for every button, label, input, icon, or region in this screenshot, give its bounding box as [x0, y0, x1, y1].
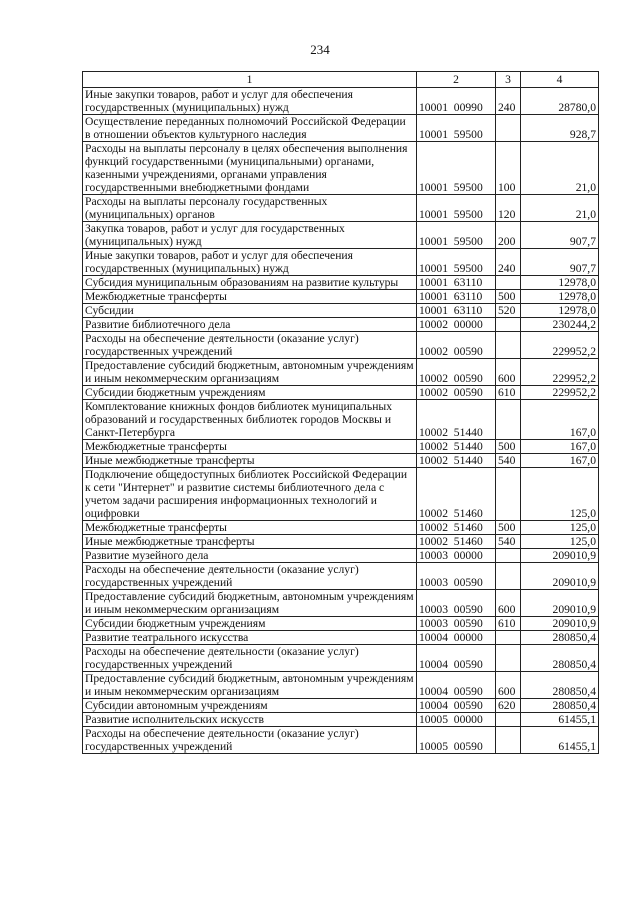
row-amount-cell: 907,7: [521, 222, 599, 249]
row-name-cell: Предоставление субсидий бюджетным, автономным учреждениям и иным некоммерческим организациям: [83, 672, 417, 699]
row-amount-cell: 12978,0: [521, 304, 599, 318]
table-header-row: [83, 72, 599, 88]
table-row: [83, 563, 599, 590]
row-amount-cell: 167,0: [521, 400, 599, 440]
row-amount-cell: 61455,1: [521, 713, 599, 727]
row-amount-cell: 21,0: [521, 195, 599, 222]
row-name-cell: Субсидии автономным учреждениям: [83, 699, 417, 713]
row-code-cell: 10003 00590: [417, 617, 496, 631]
row-type-cell: 600: [496, 672, 521, 699]
row-name-cell: Расходы на обеспечение деятельности (оказание услуг) государственных учреждений: [83, 563, 417, 590]
table-row: [83, 290, 599, 304]
table-row: [83, 617, 599, 631]
row-name-cell: Предоставление субсидий бюджетным, автономным учреждениям и иным некоммерческим организациям: [83, 590, 417, 617]
column-header-amount: 4: [521, 72, 599, 88]
row-code-cell: 10005 00590: [417, 727, 496, 754]
table-row: [83, 454, 599, 468]
table-row: [83, 222, 599, 249]
row-amount-cell: 167,0: [521, 440, 599, 454]
row-type-cell: 540: [496, 454, 521, 468]
table-row: [83, 115, 599, 142]
row-type-cell: 600: [496, 590, 521, 617]
row-name-cell: Иные межбюджетные трансферты: [83, 454, 417, 468]
row-name-cell: Закупка товаров, работ и услуг для государственных (муниципальных) нужд: [83, 222, 417, 249]
row-code-cell: 10004 00590: [417, 645, 496, 672]
table-row: [83, 590, 599, 617]
row-type-cell: [496, 713, 521, 727]
column-header-type: 3: [496, 72, 521, 88]
row-type-cell: [496, 115, 521, 142]
row-amount-cell: 229952,2: [521, 332, 599, 359]
row-amount-cell: 907,7: [521, 249, 599, 276]
row-type-cell: 610: [496, 617, 521, 631]
table-row: [83, 468, 599, 521]
row-amount-cell: 125,0: [521, 535, 599, 549]
row-name-cell: Субсидии бюджетным учреждениям: [83, 386, 417, 400]
row-name-cell: Расходы на обеспечение деятельности (оказание услуг) государственных учреждений: [83, 727, 417, 754]
row-code-cell: 10002 00590: [417, 332, 496, 359]
row-type-cell: 500: [496, 521, 521, 535]
row-amount-cell: 125,0: [521, 521, 599, 535]
row-type-cell: 610: [496, 386, 521, 400]
row-amount-cell: 209010,9: [521, 563, 599, 590]
table-row: [83, 535, 599, 549]
row-name-cell: Межбюджетные трансферты: [83, 290, 417, 304]
table-row: [83, 386, 599, 400]
row-code-cell: 10001 59500: [417, 115, 496, 142]
table-row: [83, 142, 599, 195]
row-code-cell: 10004 00590: [417, 672, 496, 699]
row-code-cell: 10002 51460: [417, 535, 496, 549]
row-type-cell: 100: [496, 142, 521, 195]
row-code-cell: 10002 51460: [417, 521, 496, 535]
row-amount-cell: 28780,0: [521, 88, 599, 115]
row-name-cell: Субсидия муниципальным образованиям на развитие культуры: [83, 276, 417, 290]
table-row: [83, 549, 599, 563]
row-code-cell: 10001 59500: [417, 142, 496, 195]
row-type-cell: [496, 400, 521, 440]
table-row: [83, 521, 599, 535]
row-code-cell: 10004 00590: [417, 699, 496, 713]
row-code-cell: 10005 00000: [417, 713, 496, 727]
row-amount-cell: 229952,2: [521, 359, 599, 386]
row-code-cell: 10001 63110: [417, 304, 496, 318]
row-name-cell: Предоставление субсидий бюджетным, автономным учреждениям и иным некоммерческим организациям: [83, 359, 417, 386]
row-code-cell: 10002 00590: [417, 359, 496, 386]
table-row: [83, 400, 599, 440]
row-name-cell: Расходы на выплаты персоналу государственных (муниципальных) органов: [83, 195, 417, 222]
row-code-cell: 10002 51440: [417, 454, 496, 468]
row-type-cell: 120: [496, 195, 521, 222]
row-code-cell: 10004 00000: [417, 631, 496, 645]
row-type-cell: 620: [496, 699, 521, 713]
row-code-cell: 10001 63110: [417, 276, 496, 290]
row-name-cell: Комплектование книжных фондов библиотек муниципальных образований и государственных библиотек городов Москвы и Санкт-Петербурга: [83, 400, 417, 440]
row-amount-cell: 229952,2: [521, 386, 599, 400]
row-amount-cell: 167,0: [521, 454, 599, 468]
row-amount-cell: 21,0: [521, 142, 599, 195]
row-name-cell: Осуществление переданных полномочий Российской Федерации в отношении объектов культурного наследия: [83, 115, 417, 142]
row-amount-cell: 280850,4: [521, 672, 599, 699]
row-name-cell: Иные закупки товаров, работ и услуг для обеспечения государственных (муниципальных) нужд: [83, 249, 417, 276]
row-name-cell: Развитие театрального искусства: [83, 631, 417, 645]
row-code-cell: 10003 00590: [417, 590, 496, 617]
row-amount-cell: 209010,9: [521, 590, 599, 617]
row-type-cell: 520: [496, 304, 521, 318]
row-type-cell: [496, 645, 521, 672]
row-name-cell: Расходы на обеспечение деятельности (оказание услуг) государственных учреждений: [83, 332, 417, 359]
table-row: [83, 359, 599, 386]
row-name-cell: Межбюджетные трансферты: [83, 440, 417, 454]
page-number: 234: [310, 42, 330, 57]
row-code-cell: 10001 63110: [417, 290, 496, 304]
row-type-cell: 540: [496, 535, 521, 549]
row-name-cell: Расходы на выплаты персоналу в целях обеспечения выполнения функций государственными (муниципальными) органами, казенными учреждениями, органами управления государственными внебюджетными фондами: [83, 142, 417, 195]
row-type-cell: 500: [496, 290, 521, 304]
table-row: [83, 88, 599, 115]
table-row: [83, 631, 599, 645]
row-type-cell: 600: [496, 359, 521, 386]
row-amount-cell: 280850,4: [521, 645, 599, 672]
row-amount-cell: 209010,9: [521, 617, 599, 631]
row-code-cell: 10001 59500: [417, 195, 496, 222]
row-type-cell: [496, 468, 521, 521]
row-type-cell: 500: [496, 440, 521, 454]
row-type-cell: [496, 727, 521, 754]
row-amount-cell: 12978,0: [521, 290, 599, 304]
row-type-cell: 240: [496, 249, 521, 276]
row-type-cell: [496, 318, 521, 332]
table-row: [83, 332, 599, 359]
row-name-cell: Развитие исполнительских искусств: [83, 713, 417, 727]
table-row: [83, 645, 599, 672]
row-amount-cell: 280850,4: [521, 631, 599, 645]
row-name-cell: Развитие музейного дела: [83, 549, 417, 563]
table-row: [83, 304, 599, 318]
row-name-cell: Развитие библиотечного дела: [83, 318, 417, 332]
table-row: [83, 699, 599, 713]
table-row: [83, 672, 599, 699]
row-type-cell: 240: [496, 88, 521, 115]
row-amount-cell: 209010,9: [521, 549, 599, 563]
row-amount-cell: 928,7: [521, 115, 599, 142]
row-amount-cell: 61455,1: [521, 727, 599, 754]
table-row: [83, 318, 599, 332]
row-type-cell: [496, 563, 521, 590]
row-name-cell: Субсидии бюджетным учреждениям: [83, 617, 417, 631]
table-body: [83, 88, 599, 754]
row-name-cell: Межбюджетные трансферты: [83, 521, 417, 535]
row-amount-cell: 125,0: [521, 468, 599, 521]
table-row: [83, 727, 599, 754]
row-amount-cell: 230244,2: [521, 318, 599, 332]
row-code-cell: 10001 59500: [417, 222, 496, 249]
row-type-cell: [496, 631, 521, 645]
row-name-cell: Иные межбюджетные трансферты: [83, 535, 417, 549]
budget-table: [82, 71, 599, 754]
row-name-cell: Расходы на обеспечение деятельности (оказание услуг) государственных учреждений: [83, 645, 417, 672]
table-row: [83, 276, 599, 290]
row-name-cell: Субсидии: [83, 304, 417, 318]
row-code-cell: 10002 00000: [417, 318, 496, 332]
row-code-cell: 10003 00000: [417, 549, 496, 563]
row-code-cell: 10003 00590: [417, 563, 496, 590]
table-row: [83, 440, 599, 454]
row-code-cell: 10001 00990: [417, 88, 496, 115]
row-type-cell: [496, 332, 521, 359]
row-code-cell: 10001 59500: [417, 249, 496, 276]
row-amount-cell: 280850,4: [521, 699, 599, 713]
row-type-cell: [496, 276, 521, 290]
column-header-name: 1: [83, 72, 417, 88]
row-code-cell: 10002 00590: [417, 386, 496, 400]
row-code-cell: 10002 51440: [417, 400, 496, 440]
row-type-cell: 200: [496, 222, 521, 249]
row-type-cell: [496, 549, 521, 563]
table-row: [83, 195, 599, 222]
row-code-cell: 10002 51440: [417, 440, 496, 454]
row-name-cell: Подключение общедоступных библиотек Российской Федерации к сети "Интернет" и развитие системы библиотечного дела с учетом задачи расширения информационных технологий и оцифровки: [83, 468, 417, 521]
row-name-cell: Иные закупки товаров, работ и услуг для обеспечения государственных (муниципальных) нужд: [83, 88, 417, 115]
row-amount-cell: 12978,0: [521, 276, 599, 290]
row-code-cell: 10002 51460: [417, 468, 496, 521]
table-row: [83, 713, 599, 727]
table-row: [83, 249, 599, 276]
column-header-code: 2: [417, 72, 496, 88]
